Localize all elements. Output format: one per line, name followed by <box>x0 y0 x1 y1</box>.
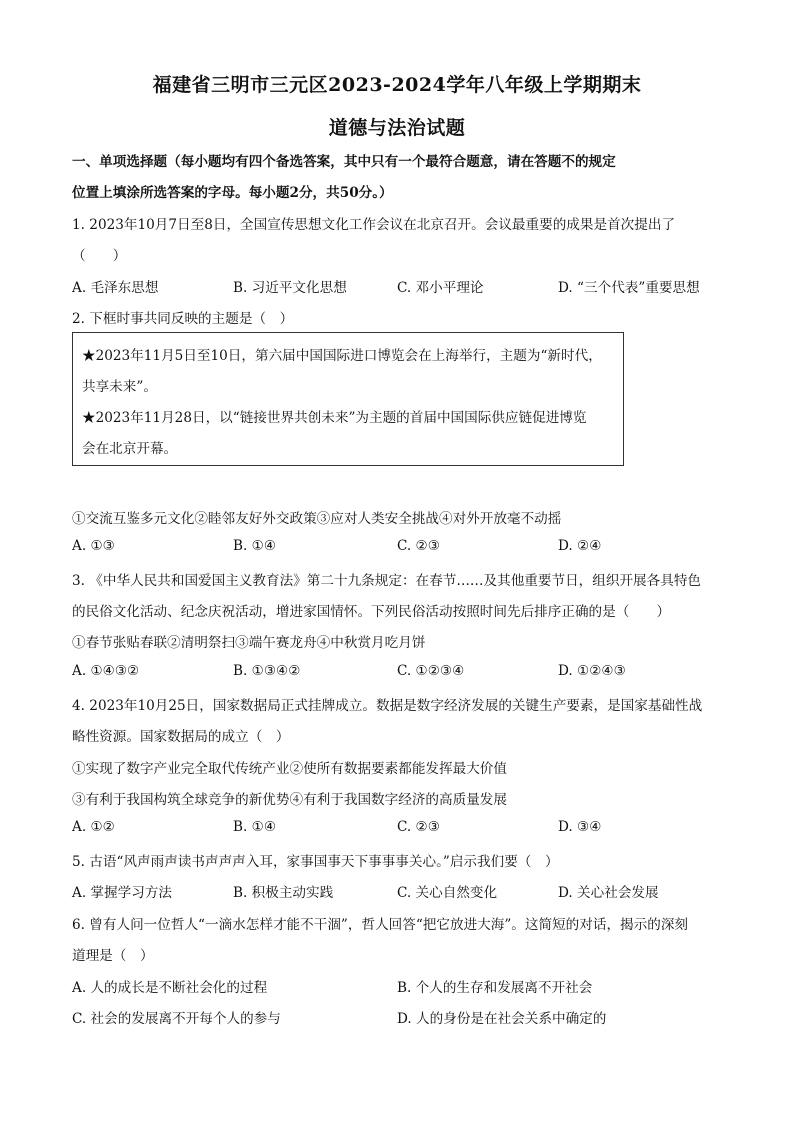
question-1-option-d[interactable]: D. “三个代表”重要思想 <box>558 280 700 296</box>
question-3-option-a[interactable]: A. ①④③② <box>72 663 140 679</box>
page-title: 福建省三明市三元区2023-2024学年八年级上学期期末 <box>152 74 642 96</box>
question-6-stem-cont: 道理是（ ） <box>72 948 154 964</box>
question-2-option-d[interactable]: D. ②④ <box>558 538 602 554</box>
question-3-stem: 3. 《中华人民共和国爱国主义教育法》第二十九条规定：在春节……及其他重要节日，组织开展各具特色 <box>72 573 702 589</box>
question-4-option-d[interactable]: D. ③④ <box>558 819 602 835</box>
question-1-option-c[interactable]: C. 邓小平理论 <box>397 280 484 296</box>
question-1-option-a[interactable]: A. 毛泽东思想 <box>72 280 159 296</box>
page-subtitle: 道德与法治试题 <box>328 117 466 139</box>
question-6-option-b[interactable]: B. 个人的生存和发展离不开社会 <box>397 980 593 996</box>
section-heading-cont: 位置上填涂所选答案的字母。每小题2分，共50分。） <box>72 185 393 201</box>
news-box-line-3: ★2023年11月28日，以“链接世界共创未来”为主题的首届中国国际供应链促进博览 <box>82 410 587 426</box>
question-4-stem-cont: 略性资源。国家数据局的成立（ ） <box>72 729 290 745</box>
question-1-stem: 1. 2023年10月7日至8日，全国宣传思想文化工作会议在北京召开。会议最重要的成果是首次提出了 <box>72 217 676 233</box>
question-2-option-c[interactable]: C. ②③ <box>397 538 440 554</box>
question-6-option-a[interactable]: A. 人的成长是不断社会化的过程 <box>72 980 268 996</box>
question-3-option-b[interactable]: B. ①③④② <box>233 663 301 679</box>
question-3-choices: ①春节张贴春联②清明祭扫③端午赛龙舟④中秋赏月吃月饼 <box>72 635 426 651</box>
question-6-option-c[interactable]: C. 社会的发展离不开每个人的参与 <box>72 1011 281 1027</box>
question-2-option-a[interactable]: A. ①③ <box>72 538 115 554</box>
question-5-option-a[interactable]: A. 掌握学习方法 <box>72 885 173 901</box>
question-4-option-c[interactable]: C. ②③ <box>397 819 440 835</box>
question-4-choices-cont: ③有利于我国构筑全球竞争的新优势④有利于我国数字经济的高质量发展 <box>72 792 507 808</box>
question-5-option-c[interactable]: C. 关心自然变化 <box>397 885 498 901</box>
question-6-option-d[interactable]: D. 人的身份是在社会关系中确定的 <box>397 1011 607 1027</box>
question-3-option-d[interactable]: D. ①②④③ <box>558 663 626 679</box>
question-2-choices: ①交流互鉴多元文化②睦邻友好外交政策③应对人类安全挑战④对外开放毫不动摇 <box>72 511 562 527</box>
question-6-stem: 6. 曾有人问一位哲人“一滴水怎样才能不干涸”，哲人回答“把它放进大海”。这简短的对话，揭示的深刻 <box>72 917 689 933</box>
question-4-option-a[interactable]: A. ①② <box>72 819 115 835</box>
question-4-stem: 4. 2023年10月25日，国家数据局正式挂牌成立。数据是数字经济发展的关键生产要素，是国家基础性战 <box>72 698 703 714</box>
question-2-stem: 2. 下框时事共同反映的主题是（ ） <box>72 311 294 327</box>
question-4-option-b[interactable]: B. ①④ <box>233 819 277 835</box>
question-1-option-b[interactable]: B. 习近平文化思想 <box>233 280 347 296</box>
question-5-option-d[interactable]: D. 关心社会发展 <box>558 885 659 901</box>
question-2-option-b[interactable]: B. ①④ <box>233 538 277 554</box>
news-box-line-2: 共享未来”。 <box>82 379 157 395</box>
question-1-stem-cont: （ ） <box>72 248 127 264</box>
section-heading: 一、单项选择题（每小题均有四个备选答案，其中只有一个最符合题意，请在答题不的规定 <box>72 154 616 170</box>
question-5-stem: 5. 古语“风声雨声读书声声声入耳，家事国事天下事事事关心。”启示我们要（ ） <box>72 854 559 870</box>
question-3-option-c[interactable]: C. ①②③④ <box>397 663 465 679</box>
news-box-line-1: ★2023年11月5日至10日，第六届中国国际进口博览会在上海举行，主题为“新时代， <box>82 348 602 364</box>
question-5-option-b[interactable]: B. 积极主动实践 <box>233 885 334 901</box>
question-3-stem-cont: 的民俗文化活动、纪念庆祝活动，增进家国情怀。下列民俗活动按照时间先后排序正确的是（ ） <box>72 604 671 620</box>
question-4-choices: ①实现了数字产业完全取代传统产业②使所有数据要素都能发挥最大价值 <box>72 761 507 777</box>
news-box-line-4: 会在北京开幕。 <box>82 441 178 457</box>
